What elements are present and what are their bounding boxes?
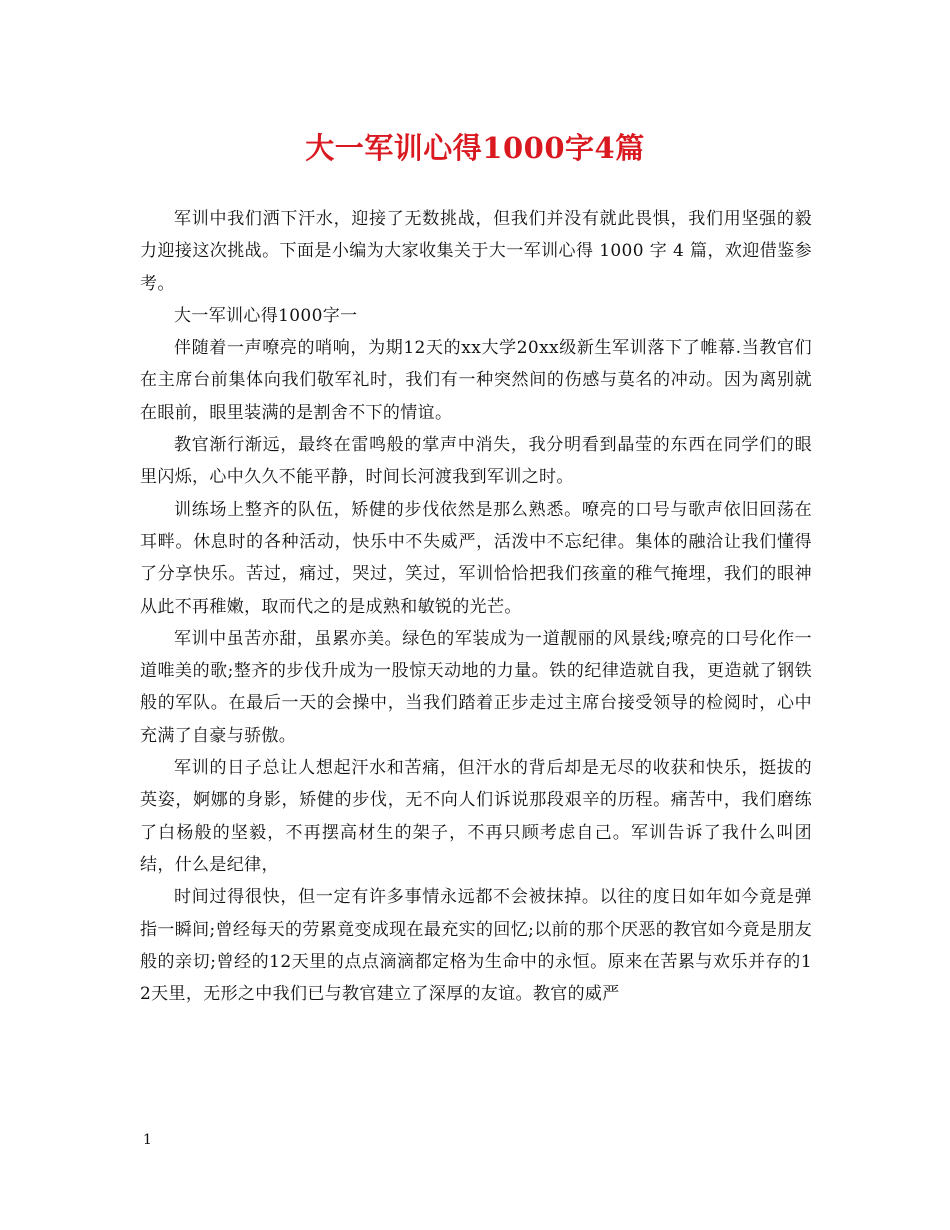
body-paragraph: 伴随着一声嘹亮的哨响，为期12天的xx大学20xx级新生军训落下了帷幕.当教官们在主席台前集体向我们敬军礼时，我们有一种突然间的伤感与莫名的冲动。因为离别就在眼前，眼里装满的是割舍不下的情谊。 [140, 338, 812, 423]
body-paragraph: 军训中虽苦亦甜，虽累亦美。绿色的军装成为一道靓丽的风景线;嘹亮的口号化作一道唯美的歌;整齐的步伐升成为一股惊天动地的力量。铁的纪律造就自我，更造就了钢铁般的军队。在最后一天的会操中，当我们踏着正步走过主席台接受领导的检阅时，心中充满了自豪与骄傲。 [140, 628, 812, 746]
intro-paragraph: 军训中我们洒下汗水，迎接了无数挑战，但我们并没有就此畏惧，我们用坚强的毅力迎接这次挑战。下面是小编为大家收集关于大一军训心得 1000 字 4 篇，欢迎借鉴参考。 [140, 209, 812, 294]
page-number: 1 [143, 1132, 152, 1148]
body-paragraph: 时间过得很快，但一定有许多事情永远都不会被抹掉。以往的度日如年如今竟是弹指一瞬间;曾经每天的劳累竟变成现在最充实的回忆;以前的那个厌恶的教官如今竟是朋友般的亲切;曾经的12天里的点点滴滴都定格为生命中的永恒。原来在苦累与欢乐并存的12天里，无形之中我们已与教官建立了深厚的友谊。教官的威严 [140, 887, 812, 1005]
body-paragraph: 军训的日子总让人想起汗水和苦痛，但汗水的背后却是无尽的收获和快乐，挺拔的英姿，婀娜的身影，矫健的步伐，无不向人们诉说那段艰辛的历程。痛苦中，我们磨练了白杨般的坚毅，不再摆高材生的架子，不再只顾考虑自己。军训告诉了我什么叫团结，什么是纪律， [140, 758, 812, 875]
section-heading: 大一军训心得1000字一 [174, 305, 358, 326]
body-paragraph: 训练场上整齐的队伍，矫健的步伐依然是那么熟悉。嘹亮的口号与歌声依旧回荡在耳畔。休息时的各种活动，快乐中不失威严，活泼中不忘纪律。集体的融洽让我们懂得了分享快乐。苦过，痛过，哭过，笑过，军训恰恰把我们孩童的稚气掩埋，我们的眼神从此不再稚嫩，取而代之的是成熟和敏锐的光芒。 [140, 499, 812, 617]
document-title: 大一军训心得1000字4篇 [305, 131, 645, 165]
body-paragraph: 教官渐行渐远，最终在雷鸣般的掌声中消失，我分明看到晶莹的东西在同学们的眼里闪烁，心中久久不能平静，时间长河渡我到军训之时。 [140, 435, 812, 488]
document-body [140, 203, 812, 1010]
